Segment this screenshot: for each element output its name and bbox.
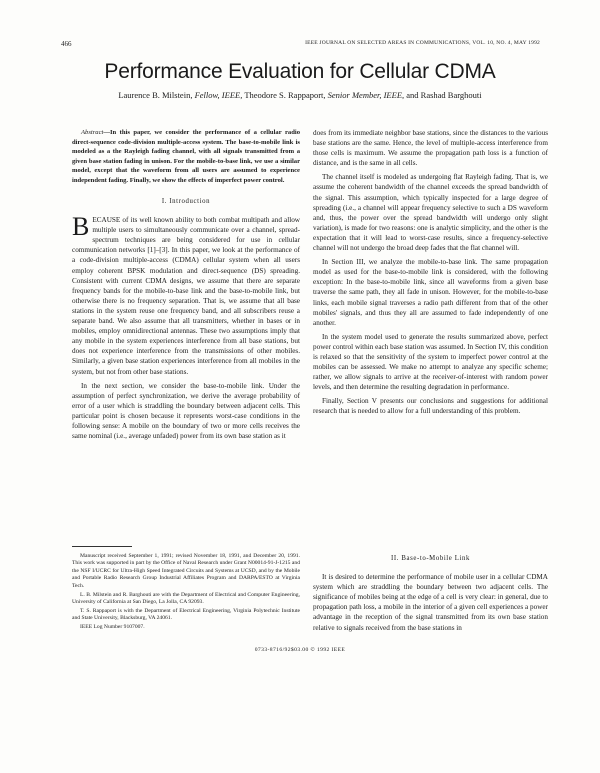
footnotes (72, 553, 300, 633)
section-heading-base-to-mobile: II. Base-to-Mobile Link (391, 555, 470, 562)
author-3: and Rashad Barghouti (406, 90, 482, 100)
footnote-rule (72, 546, 132, 547)
copyright-line: 0733-8716/92$03.00 © 1992 IEEE (254, 647, 346, 653)
footnote-affiliation-2: T. S. Rappaport is with the Department of Electrical Engineering, Virginia Polytechnic Institute and State University, Blacksburg, VA 24061. (72, 607, 300, 622)
footnote-log-number: IEEE Log Number 9107007. (80, 624, 145, 631)
page-number: 466 (61, 40, 72, 48)
abstract (72, 128, 300, 185)
section-2-paragraph-1: It is desired to determine the performance of mobile user in a cellular CDMA system which are straddling the boundary between two adjacent cells. The significance of mobiles being at the edge of a cell is very clear: in general, due to propagation path loss, a mobile in the interior of a given cell experiences a power advantage in the reception of the signal transmitted from its own base station relative to signals received from the base stations in (313, 573, 548, 632)
abstract-text: —In this paper, we consider the performance of a cellular radio direct-sequence code-division multiple-access system. The base-to-mobile link is modeled as a the Rayleigh fading channel, with all signals transmitted from a given base station fading in unison. For the mobile-to-base link, we use a similar model, except that the waveform from all users are assumed to experience independent fading. Finally, we show the effects of imperfect power control. (72, 129, 300, 184)
drop-cap: B (72, 212, 90, 242)
author-1: Laurence B. Milstein, (118, 90, 193, 100)
left-column (72, 128, 300, 445)
author-2-grade: Senior Member, IEEE, (327, 90, 405, 100)
intro-paragraph-2: In the next section, we consider the base-to-mobile link. Under the assumption of perfect synchronization, we derive the average probability of error of a user which is straddling the boundary between adjacent cells. This particular point is chosen because it represents worst-case conditions in the following sense: A mobile on the boundary of two or more cells receives the same nominal (i.e., average unfaded) power from its own base station as it (72, 381, 300, 441)
author-2: Theodore S. Rappaport, (244, 90, 326, 100)
journal-header: IEEE JOURNAL ON SELECTED AREAS IN COMMUNICATIONS, VOL. 10, NO. 4, MAY 1992 (305, 40, 540, 46)
intro-paragraph-7: Finally, Section V presents our conclusions and suggestions for additional research that is needed to allow for a full understanding of this problem. (313, 397, 548, 416)
right-column (313, 128, 548, 421)
intro-paragraph-6: In the system model used to generate the results summarized above, perfect power control within each base station was assumed. In Section IV, this condition is relaxed so that the sensitivity of the system to imperfect power control at the mobiles can be assessed. We make no attempt to analyze any specific scheme; rather, we allow signals to arrive at the receiver-of-interest with random power levels, and then determine the resulting degradation in performance. (313, 332, 548, 392)
abstract-label: Abstract (81, 129, 104, 136)
intro-paragraph-4: The channel itself is modeled as undergoing flat Rayleigh fading. That is, we assume the coherent bandwidth of the channel exceeds the spread bandwidth of the signal. This assumption, which typically inspected for a large degree of spreading (i.e., a channel will appear frequency selective to such a DS waveform and, thus, the power over the spread bandwidth will undergo only slight variation), is made for two reasons: one is analytic simplicity, and the other is the expectation that it will lead to worst-case results, since a frequency-selective channel will not undergo the broad deep fades that the flat channel will. (313, 173, 548, 253)
intro-paragraph-3: does from its immediate neighbor base stations, since the distances to the various base stations are the same. Hence, the level of multiple-access interference from those cells is maximum. We assume the propagation path loss is a function of distance, and is the same in all cells. (313, 129, 548, 168)
footnote-affiliation-1: L. B. Milstein and R. Barghouti are with the Department of Electrical and Computer Engineering, University of California at San Diego, La Jolla, CA 92093. (72, 591, 300, 605)
author-1-grade: Fellow, IEEE, (194, 90, 243, 100)
intro-paragraph-5: In Section III, we analyze the mobile-to-base link. The same propagation model as used for the base-to-mobile link is considered, with the following exception: In the base-to-mobile link, since all waveforms from a given base traverse the same path, they all fade in unison. However, for the mobile-to-base links, each mobile signal traverses a radio path different from that of the other mobiles' signals, and thus they all are assumed to fade independently of one another. (313, 258, 548, 327)
author-line (0, 90, 600, 100)
section-2 (313, 542, 548, 633)
intro-paragraph-1-text: ECAUSE of its well known ability to both combat multipath and allow multiple users to simultaneously communicate over a channel, spread-spectrum techniques are being considered for use in cellular communication networks [1]–[3]. In this paper, we look at the performance of a code-division multiple-access (CDMA) cellular system when all users employ coherent BPSK modulation and direct-sequence (DS) spreading. Consistent with current CDMA designs, we assume that there are separate frequency bands for the mobile-to-base link and the base-to-mobile link, but otherwise there is no frequency separation. That is, we assume that all base stations in the system reuse one frequency band, and all subscribers reuse a separate band. We also assume that all transmitters, whether in bases or in mobiles, employ omnidirectional antennas. These two assumptions imply that any mobile in the system experiences interference from all base stations, but does not experience interference from the transmissions of other mobiles. Similarly, a given base station experiences interference from all mobiles in the system, but not from other base stations. (72, 216, 300, 376)
paper-title: Performance Evaluation for Cellular CDMA (104, 60, 496, 83)
intro-paragraph-1 (72, 212, 300, 377)
footnote-manuscript: Manuscript received September 1, 1991; revised November 18, 1991, and December 20, 1991. This work was supported in part by the Office of Naval Research under Grant N00014-91-J-1215 and the NSF I/UCRC for Ultra-High Speed Integrated Circuits and Systems at UCSD, and by the Mobile and Portable Radio Research Group Industrial Affiliates Program and DARPA/ESTO at Virginia Tech. (72, 553, 300, 589)
section-heading-introduction: I. Introduction (161, 198, 211, 205)
